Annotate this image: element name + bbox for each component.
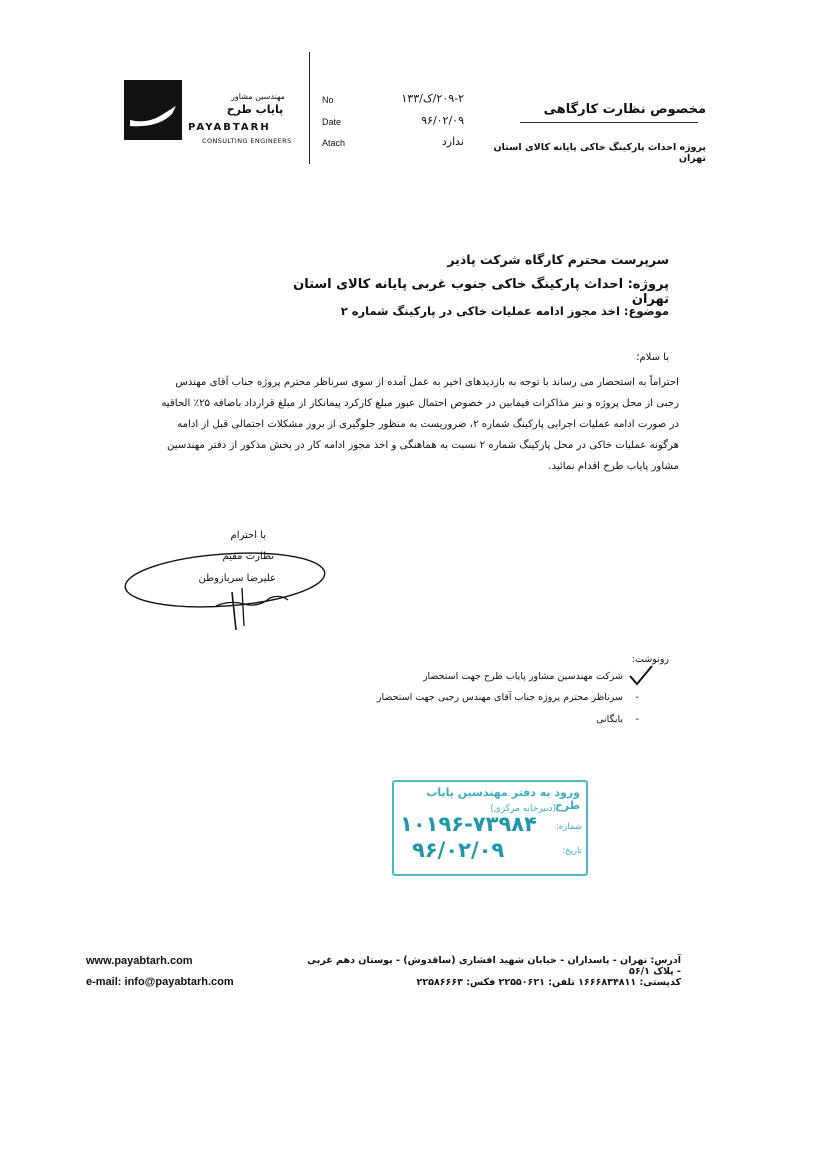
date-label: Date <box>322 117 342 127</box>
footer-address: آدرس: تهران - پاسداران - خیابان شهید افشاری (ساقدوش) - بوستان دهم غربی - پلاک ۵۶/۱ <box>307 955 681 977</box>
no-label: No <box>322 95 334 105</box>
check-icon <box>628 664 654 686</box>
cc-item: بایگانی <box>596 714 623 725</box>
confidential-heading: مخصوص نظارت کارگاهی <box>543 102 706 117</box>
signer-title: نظارت مقیم <box>222 551 274 562</box>
project-line: پروژه: احداث پارکینگ خاکی جنوب غربی پایانه کالای استان تهران <box>293 277 669 307</box>
signer-name: علیرضا سربازوطن <box>198 573 276 584</box>
website-link: www.payabtarh.com <box>86 955 193 967</box>
stamp-subtitle: (دبیرخانه مرکزی) <box>490 804 556 814</box>
subject-line: موضوع: اخذ مجوز ادامه عملیات خاکی در پارکینگ شماره ۲ <box>340 304 669 318</box>
greeting: با سلام؛ <box>636 352 669 363</box>
attachment-label: Atach <box>322 138 346 148</box>
addressee: سرپرست محترم کارگاه شرکت پاذیر <box>447 252 669 267</box>
body-line: هرگونه عملیات خاکی در محل پارکینگ شماره ۲ نسبت به هماهنگی و اخذ مجوز ادامه کار در بخش مذکور از دفتر مهندسین <box>166 440 679 451</box>
project-header: پروژه احداث پارکینگ خاکی پایانه کالای استان تهران <box>493 142 706 164</box>
confidential-underline <box>520 122 698 123</box>
logo-icon <box>124 80 182 140</box>
letter-body <box>131 372 679 477</box>
stamp-date: ۹۶/۰۲/۰۹ <box>412 838 505 862</box>
body-line: احتراماً به استحضار می رساند با توجه به بازدیدهای اخیر به عمل آمده از سوی سرناظر محترم پروژه جناب آقای مهندس <box>175 377 679 388</box>
letter-number: ۲۰۹-۲/ک/۱۳۳ <box>401 92 464 105</box>
email-address: e-mail: info@payabtarh.com <box>86 976 234 988</box>
footer-contacts: کدپستی: ۱۶۶۶۸۳۴۸۱۱ تلفن: ۲۲۵۵۰۶۲۱ فکس: ۲۲۵۸۶۶۶۳ <box>416 977 681 988</box>
receipt-stamp <box>392 780 588 876</box>
firm-name-fa: پایاب طرح <box>226 103 284 116</box>
closing-regards: با احترام <box>230 530 266 541</box>
letter-date: ۹۶/۰۲/۰۹ <box>421 114 464 127</box>
body-line: رجبی از محل پروژه و نیز مذاکرات فیمابین در خصوص احتمال عبور مبلغ کارکرد پیمانکار از مبلغ قرارداد باضافه ۲۵٪ الحاقیه <box>161 398 679 409</box>
stamp-number-label: شماره: <box>555 822 582 832</box>
stamp-title: ورود به دفتر مهندسین پایاب طرح <box>426 786 580 812</box>
body-line: در صورت ادامه عملیات اجرایی پارکینگ شماره ۲، ضروریست به منظور جلوگیری از بروز مشکلات احتمالی قبل از ادامه <box>177 419 679 430</box>
cc-title: رونوشت: <box>631 654 669 665</box>
cc-dash: - <box>635 714 639 725</box>
body-line: مشاور پایاب طرح اقدام نمائید. <box>548 461 679 472</box>
firm-name-en: PAYABTARH <box>188 122 271 133</box>
cc-dash: - <box>635 692 639 703</box>
header-divider <box>309 52 310 164</box>
stamp-date-label: تاریخ: <box>562 846 582 856</box>
attachment-value: ندارد <box>441 135 464 148</box>
firm-subtitle-en: CONSULTING ENGINEERS <box>202 137 292 145</box>
firm-name-fa-small: مهندسین مشاور <box>231 92 285 101</box>
stamp-number: ۱۰۱۹۶-۷۳۹۸۴ <box>400 812 537 836</box>
cc-item: سرناظر محترم پروژه جناب آقای مهندس رجبی جهت استحضار <box>376 692 623 703</box>
cc-item: شرکت مهندسین مشاور پایاب طرح جهت استحضار <box>422 671 623 682</box>
